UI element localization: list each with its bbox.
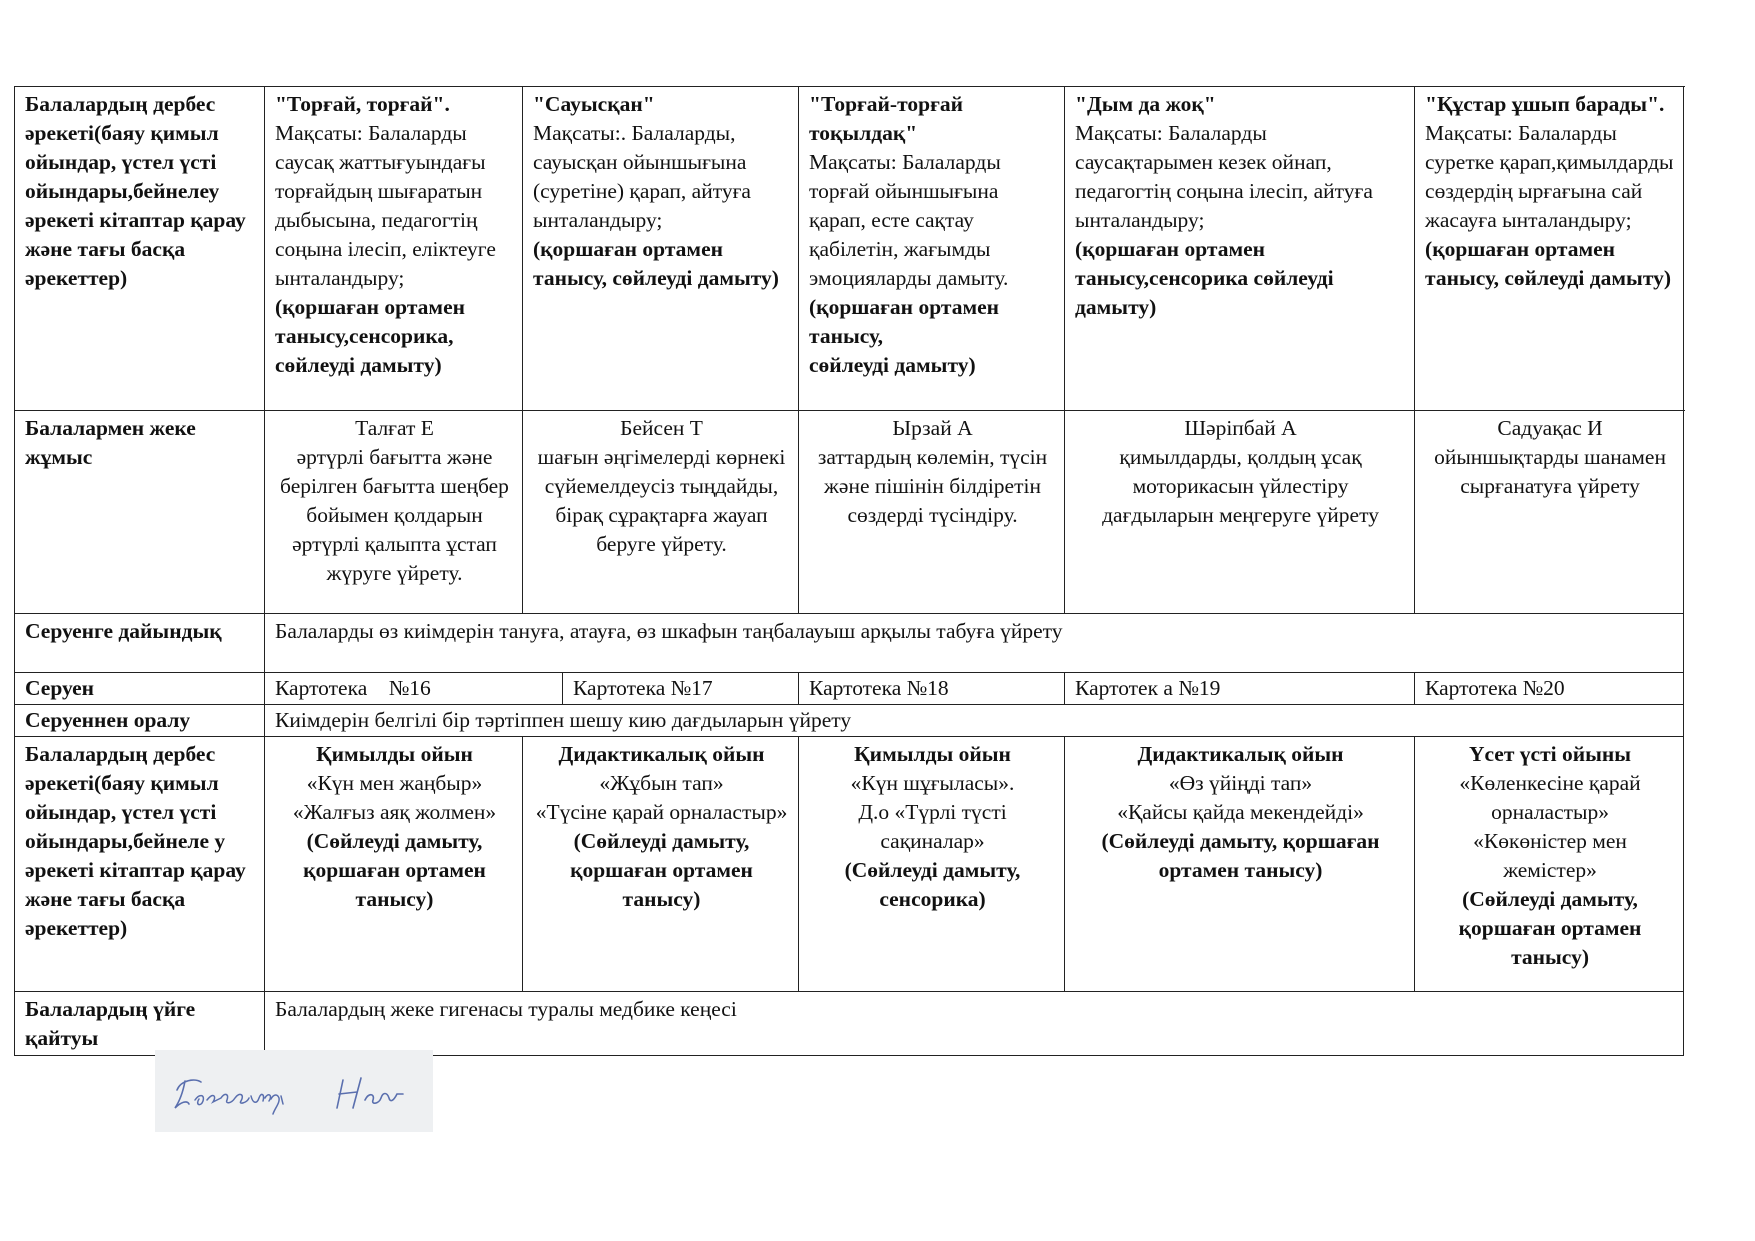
activity-title: "Құстар ұшып барады". xyxy=(1425,92,1665,116)
table-row xyxy=(15,992,1684,1056)
game-type: Дидактикалық ойын xyxy=(558,742,765,766)
row-header: Балалардың дербес әрекеті(баяу қимыл ойындар, үстел үсті ойындары,бейнелеу әрекеті кітаптар қарау және тағы басқа әрекеттер) xyxy=(15,87,265,411)
individual-task: ойыншықтарды шанамен сырғанатуға үйрету xyxy=(1434,445,1666,498)
signature-stamp xyxy=(155,1050,433,1132)
walk-card-cell: Картотека №17 xyxy=(563,673,799,705)
game-name: «Түсіне қарай орналастыр» xyxy=(535,800,788,824)
activity-area: (қоршаған ортамен танысу, сөйлеуді дамыту) xyxy=(809,295,1000,377)
activity-cell xyxy=(523,87,799,411)
plan-table-sheet xyxy=(14,86,1683,1056)
row-header: Балалардың үйге қайтуы xyxy=(15,992,265,1056)
table-row xyxy=(15,705,1684,737)
game-name: «Қайсы қайда мекендейді» xyxy=(1117,800,1364,824)
game-type: Дидактикалық ойын xyxy=(1137,742,1344,766)
activity-goal: Мақсаты:. Балаларды, сауысқан ойыншығына (суретіне) қарап, айтуға ынталандыру; xyxy=(533,121,751,232)
activity-title: "Дым да жоқ" xyxy=(1075,92,1216,116)
game-cell xyxy=(1065,737,1415,992)
game-area: (Сөйлеуді дамыту, қоршаған ортамен танысу) xyxy=(570,829,753,911)
activity-cell xyxy=(1415,87,1684,411)
return-from-walk-text: Киімдерін белгілі бір тәртіппен шешу кию дағдыларын үйрету xyxy=(265,705,1684,737)
activity-cell xyxy=(265,87,523,411)
game-cell xyxy=(799,737,1065,992)
activity-title: "Торғай-торғай тоқылдақ" xyxy=(809,92,963,145)
table-row xyxy=(15,737,1684,992)
game-name: «Жалғыз аяқ жолмен» xyxy=(292,800,497,824)
game-name: «Күн шұғыласы». xyxy=(850,771,1015,795)
activity-area: (қоршаған ортамен танысу, сөйлеуді дамыту) xyxy=(1425,237,1672,290)
game-name: «Күн мен жаңбыр» xyxy=(306,771,483,795)
game-name: «Көкөністер мен жемістер» xyxy=(1473,829,1627,882)
child-name: Садуақас И xyxy=(1497,416,1603,440)
individual-work-cell xyxy=(523,411,799,614)
child-name: Шәріпбай А xyxy=(1184,416,1297,440)
row-header: Серуенге дайындық xyxy=(15,614,265,673)
activity-title: "Торғай, торғай". xyxy=(275,92,450,116)
activity-goal: Мақсаты: Балаларды саусақтарымен кезек ойнап, педагогтің соңына ілесіп, айтуға ынталандыру; xyxy=(1075,121,1373,232)
game-area: (Сөйлеуді дамыту, қоршаған ортамен танысу) xyxy=(1101,829,1380,882)
game-type: Үсет үсті ойыны xyxy=(1468,742,1632,766)
row-header: Балалармен жеке жұмыс xyxy=(15,411,265,614)
table-row xyxy=(15,614,1684,673)
game-cell xyxy=(1415,737,1684,992)
individual-work-cell xyxy=(1415,411,1684,614)
individual-task: әртүрлі бағытта және берілген бағытта шеңбер бойымен қолдарын әртүрлі қалыпта ұстап жүруге үйрету. xyxy=(280,445,509,585)
going-home-text: Балалардың жеке гигенасы туралы медбике кеңесі xyxy=(265,992,1684,1056)
child-name: Бейсен Т xyxy=(620,416,703,440)
game-area: (Сөйлеуді дамыту, сенсорика) xyxy=(844,858,1021,911)
game-type: Қимылды ойын xyxy=(316,742,473,766)
individual-work-cell xyxy=(799,411,1065,614)
individual-task: қимылдарды, қолдың ұсақ моторикасын үйлестіру дағдыларын меңгеруге үйрету xyxy=(1102,445,1379,527)
activity-cell xyxy=(1065,87,1415,411)
handwritten-signature-icon xyxy=(155,1050,433,1132)
game-name: «Өз үйіңді тап» xyxy=(1168,771,1313,795)
individual-work-cell xyxy=(265,411,523,614)
table-row xyxy=(15,673,1684,705)
activity-area: (қоршаған ортамен танысу, сөйлеуді дамыту) xyxy=(533,237,779,290)
activity-cell xyxy=(799,87,1065,411)
game-name: Д.о «Түрлі түсті сақиналар» xyxy=(858,800,1007,853)
walk-preparation-text: Балаларды өз киімдерін тануға, атауға, өз шкафын таңбалауыш арқылы табуға үйрету xyxy=(265,614,1684,673)
activity-area: (қоршаған ортамен танысу,сенсорика сөйлеуді дамыту) xyxy=(1075,237,1334,319)
activity-goal: Мақсаты: Балаларды суретке қарап,қимылдарды сөздердің ырғағына сай жасауға ынталандыру; xyxy=(1425,121,1674,232)
game-area: (Сөйлеуді дамыту, қоршаған ортамен танысу) xyxy=(303,829,486,911)
activity-title: "Сауысқан" xyxy=(533,92,655,116)
row-header: Серуен xyxy=(15,673,265,705)
child-name: Ырзай А xyxy=(892,416,973,440)
game-cell xyxy=(265,737,523,992)
game-type: Қимылды ойын xyxy=(854,742,1011,766)
activity-goal: Мақсаты: Балаларды торғай ойыншығына қарап, есте сақтау қабілетін, жағымды эмоцияларды дамыту. xyxy=(809,150,1009,290)
game-cell xyxy=(523,737,799,992)
individual-work-cell xyxy=(1065,411,1415,614)
walk-card-cell: Картотек а №19 xyxy=(1065,673,1415,705)
child-name: Талғат Е xyxy=(355,416,434,440)
game-name: «Көленкесіне қарай орналастыр» xyxy=(1459,771,1641,824)
daily-plan-table xyxy=(14,86,1684,1056)
activity-area: (қоршаған ортамен танысу,сенсорика, сөйлеуді дамыту) xyxy=(275,295,466,377)
activity-goal: Мақсаты: Балаларды саусақ жаттығуындағы торғайдың шығаратын дыбысына, педагогтің соңына ілесіп, еліктеуге ынталандыру; xyxy=(275,121,496,290)
game-area: (Сөйлеуді дамыту, қоршаған ортамен танысу) xyxy=(1458,887,1642,969)
walk-card-cell: Картотека №18 xyxy=(799,673,1065,705)
row-header: Балалардың дербес әрекеті(баяу қимыл ойындар, үстел үсті ойындары,бейнеле у әрекеті кітаптар қарау және тағы басқа әрекеттер) xyxy=(15,737,265,992)
individual-task: заттардың көлемін, түсін және пішінін білдіретін сөздерді түсіндіру. xyxy=(817,445,1048,527)
row-header: Серуеннен оралу xyxy=(15,705,265,737)
table-row xyxy=(15,87,1684,411)
individual-task: шағын әңгімелерді көрнекі сүйемелдеусіз тыңдайды, бірақ сұрақтарға жауап беруге үйрету. xyxy=(537,445,786,556)
table-row xyxy=(15,411,1684,614)
walk-card-cell: Картотека №16 xyxy=(265,673,563,705)
walk-card-cell: Картотека №20 xyxy=(1415,673,1684,705)
game-name: «Жұбын тап» xyxy=(599,771,724,795)
